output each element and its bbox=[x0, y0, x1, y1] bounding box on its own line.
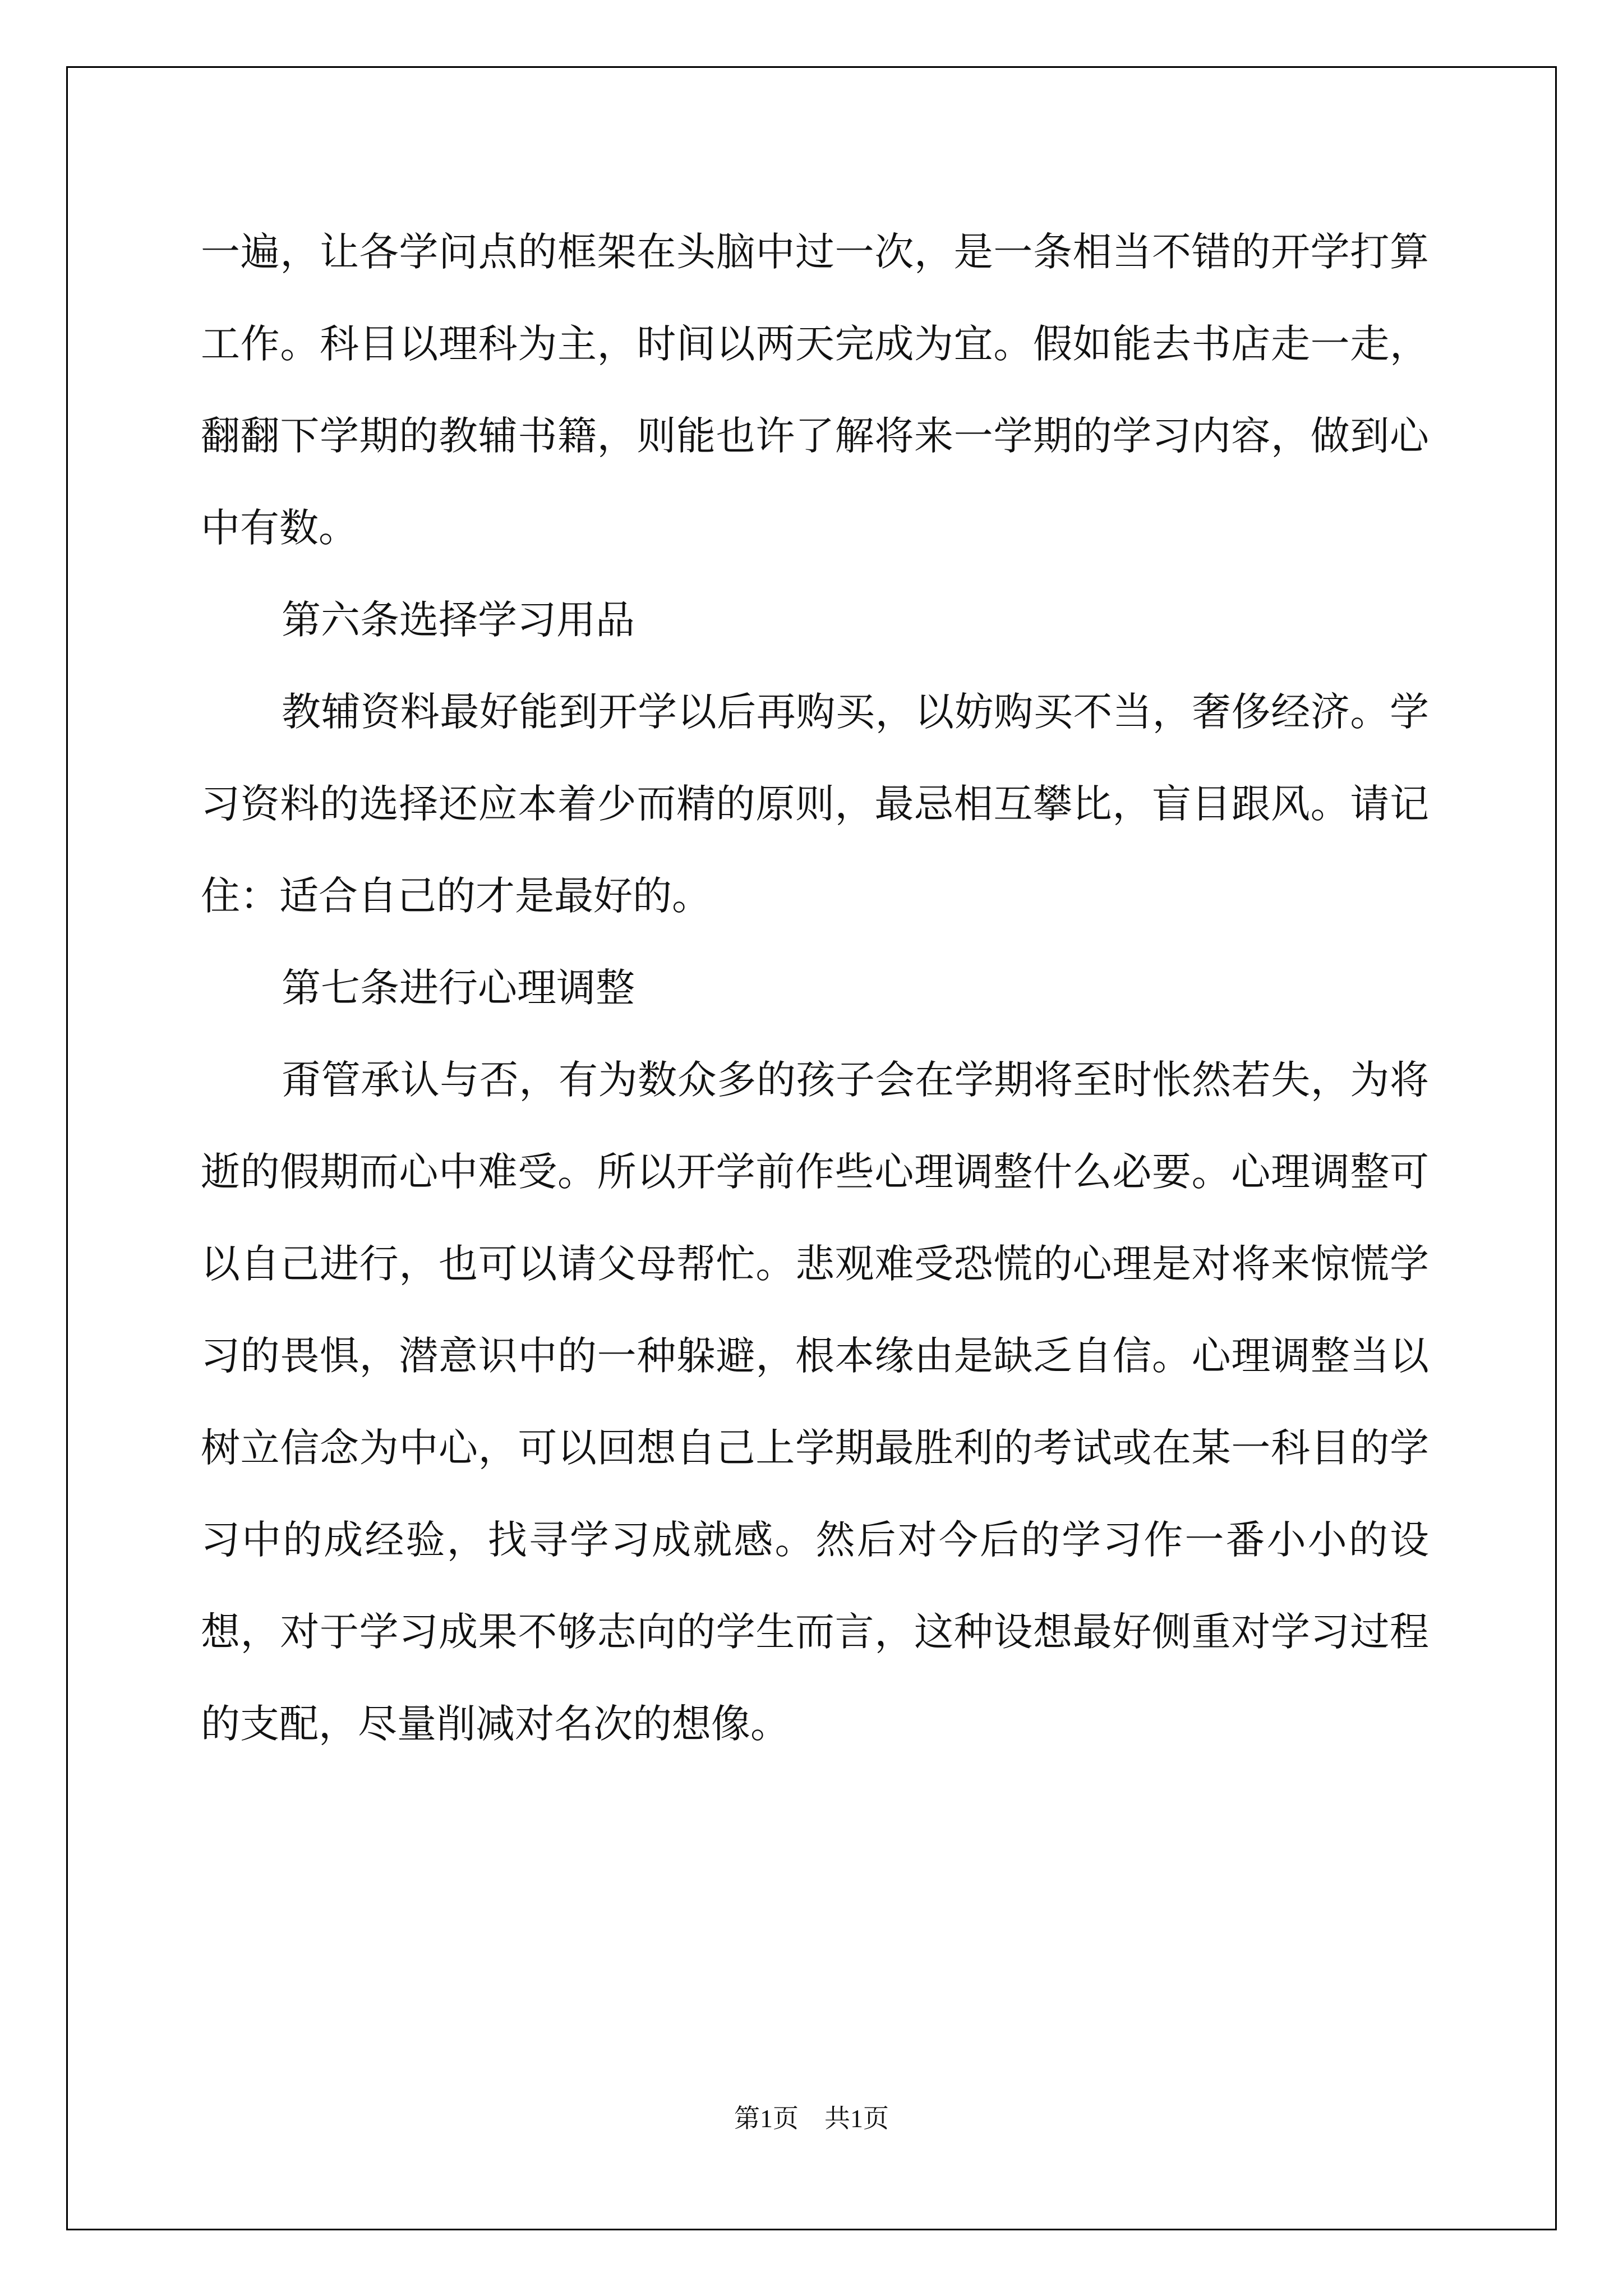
heading-article-six: 第六条选择学习用品 bbox=[282, 597, 635, 643]
paragraph-continuation: 一遍，让各学问点的框架在头脑中过一次，是一条相当不错的开学打算工作。科目以理科为主，时间以两天完成为宜。假如能去书店走一走，翻翻下学期的教辅书籍，则能也许了解将来一学期的学习内容，做到心中有数。 bbox=[201, 229, 1429, 551]
paragraph-psychological-adjustment: 甭管承认与否，有为数众多的孩子会在学期将至时怅然若失，为将逝的假期而心中难受。所以开学前作些心理调整什么必要。心理调整可以自己进行，也可以请父母帮忙。悲观难受恐慌的心理是对将来惊慌学习的畏惧，潜意识中的一种躲避，根本缘由是缺乏自信。心理调整当以树立信念为中心，可以回想自己上学期最胜利的考试或在某一科目的学习中的成经验，找寻学习成就感。然后对今后的学习作一番小小的设想，对于学习成果不够志向的学生而言，这种设想最好侧重对学习过程的支配，尽量削减对名次的想像。 bbox=[201, 1057, 1429, 1747]
document-body bbox=[201, 206, 1429, 1770]
heading-article-seven: 第七条进行心理调整 bbox=[282, 965, 635, 1011]
page-number-footer: 第1页 共1页 bbox=[734, 2104, 889, 2133]
paragraph-study-materials: 教辅资料最好能到开学以后再购买，以妨购买不当，奢侈经济。学习资料的选择还应本着少而精的原则，最忌相互攀比，盲目跟风。请记住：适合自己的才是最好的。 bbox=[201, 689, 1429, 919]
